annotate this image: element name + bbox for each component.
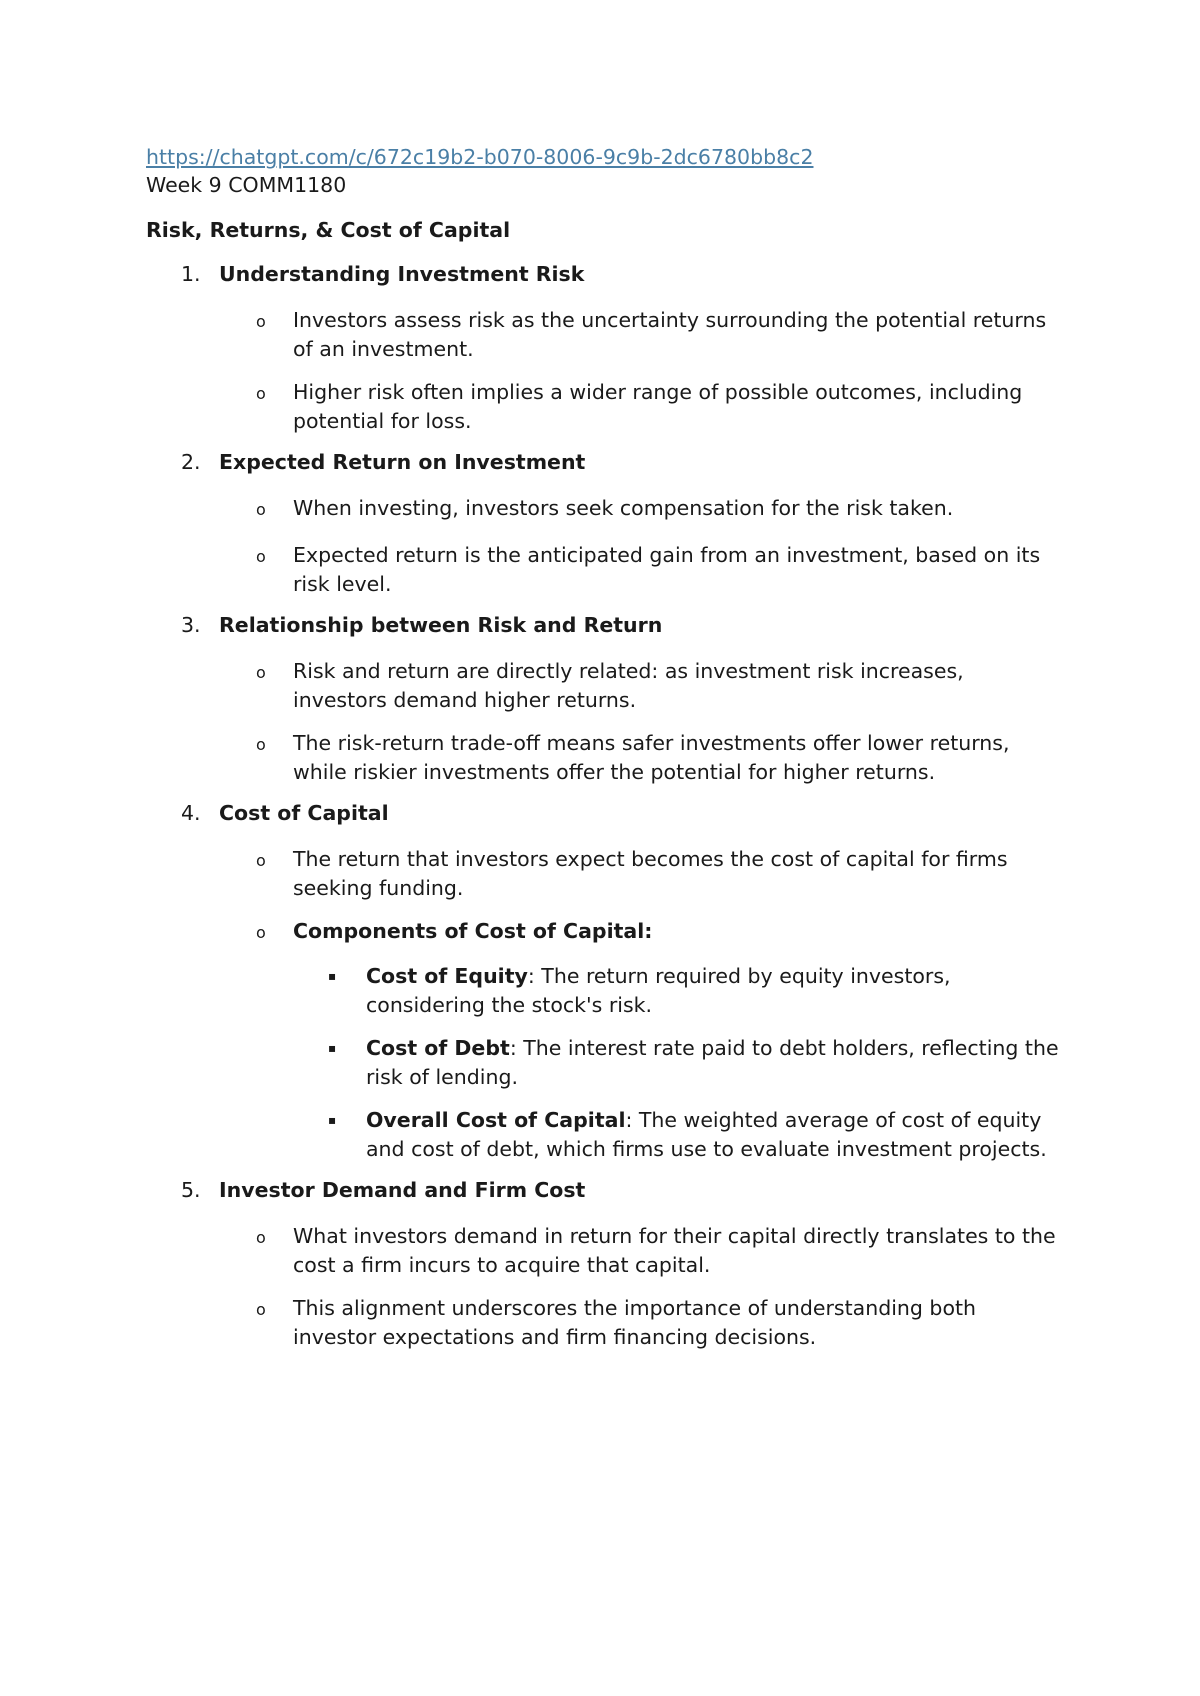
chat-link[interactable]: https://chatgpt.com/c/672c19b2-b070-8006-9c9b-2dc6780bb8c2	[146, 145, 814, 169]
sub-item-text	[366, 1034, 1066, 1091]
section-heading	[146, 450, 1066, 481]
sub-item-description: : The weighted average of cost of equity and cost of debt, which firms use to evaluate investment projects.	[366, 1108, 1047, 1161]
bullet-text: Higher risk often implies a wider range of possible outcomes, including potential for loss.	[293, 380, 1023, 433]
section-heading	[146, 801, 1066, 832]
section-title: Cost of Capital	[219, 801, 389, 825]
section-title: Investor Demand and Firm Cost	[219, 1178, 586, 1202]
sub-item-text	[366, 962, 1066, 1019]
section-heading	[146, 1178, 1066, 1209]
sub-list-item	[146, 1034, 1066, 1091]
hollow-bullet-icon: o	[256, 1300, 266, 1319]
hollow-bullet-icon: o	[256, 851, 266, 870]
list-item	[146, 917, 1066, 949]
square-bullet-icon: ▪	[328, 1113, 337, 1127]
bullet-text: Risk and return are directly related: as investment risk increases, investors demand higher returns.	[293, 659, 964, 712]
sub-list-item	[146, 1106, 1066, 1163]
section-number: 3.	[181, 613, 201, 637]
section-title: Expected Return on Investment	[219, 450, 586, 474]
sub-item-term: Overall Cost of Capital	[366, 1108, 626, 1132]
square-bullet-icon: ▪	[328, 969, 337, 983]
hollow-bullet-icon: o	[256, 547, 266, 566]
hollow-bullet-icon: o	[256, 663, 266, 682]
list-item	[146, 378, 1066, 435]
section-number: 4.	[181, 801, 201, 825]
hollow-bullet-icon: o	[256, 735, 266, 754]
bullet-text: The return that investors expect becomes the cost of capital for firms seeking funding.	[293, 847, 1008, 900]
bullet-text: The risk-return trade-off means safer investments offer lower returns, while riskier investments offer the potential for higher returns.	[293, 731, 1010, 784]
week-label: Week 9 COMM1180	[146, 173, 347, 197]
bullet-text: What investors demand in return for their capital directly translates to the cost a firm incurs to acquire that capital.	[293, 1224, 1056, 1277]
bullet-text: Components of Cost of Capital:	[293, 919, 653, 943]
section-list	[146, 262, 1066, 1366]
bullet-text: Expected return is the anticipated gain from an investment, based on its risk level.	[293, 543, 1041, 596]
square-bullet-icon: ▪	[328, 1041, 337, 1055]
section	[146, 450, 1066, 598]
bullet-text: This alignment underscores the importance of understanding both investor expectations and firm financing decisions.	[293, 1296, 977, 1349]
list-item	[146, 1294, 1066, 1351]
section	[146, 801, 1066, 1163]
sub-item-term: Cost of Debt	[366, 1036, 510, 1060]
bullet-text: Investors assess risk as the uncertainty surrounding the potential returns of an investment.	[293, 308, 1047, 361]
hollow-bullet-icon: o	[256, 1228, 266, 1247]
section-number: 2.	[181, 450, 201, 474]
sub-item-term: Cost of Equity	[366, 964, 528, 988]
sub-item-description: : The return required by equity investors, considering the stock's risk.	[366, 964, 951, 1017]
hollow-bullet-icon: o	[256, 384, 266, 403]
sub-item-description: : The interest rate paid to debt holders, reflecting the risk of lending.	[366, 1036, 1059, 1089]
section	[146, 262, 1066, 435]
section-heading	[146, 262, 1066, 293]
bullet-text: When investing, investors seek compensation for the risk taken.	[293, 496, 954, 520]
hollow-bullet-icon: o	[256, 923, 266, 942]
section-heading	[146, 613, 1066, 644]
section-number: 1.	[181, 262, 201, 286]
sub-item-text	[366, 1106, 1066, 1163]
section-title: Understanding Investment Risk	[219, 262, 585, 286]
section	[146, 613, 1066, 786]
section-number: 5.	[181, 1178, 201, 1202]
list-item	[146, 494, 1066, 526]
list-item	[146, 657, 1066, 714]
list-item	[146, 306, 1066, 363]
sub-list-item	[146, 962, 1066, 1019]
list-item	[146, 845, 1066, 902]
list-item	[146, 729, 1066, 786]
document-title: Risk, Returns, & Cost of Capital	[146, 218, 511, 242]
section	[146, 1178, 1066, 1351]
hollow-bullet-icon: o	[256, 500, 266, 519]
hollow-bullet-icon: o	[256, 312, 266, 331]
list-item	[146, 1222, 1066, 1279]
list-item	[146, 541, 1066, 598]
section-title: Relationship between Risk and Return	[219, 613, 663, 637]
